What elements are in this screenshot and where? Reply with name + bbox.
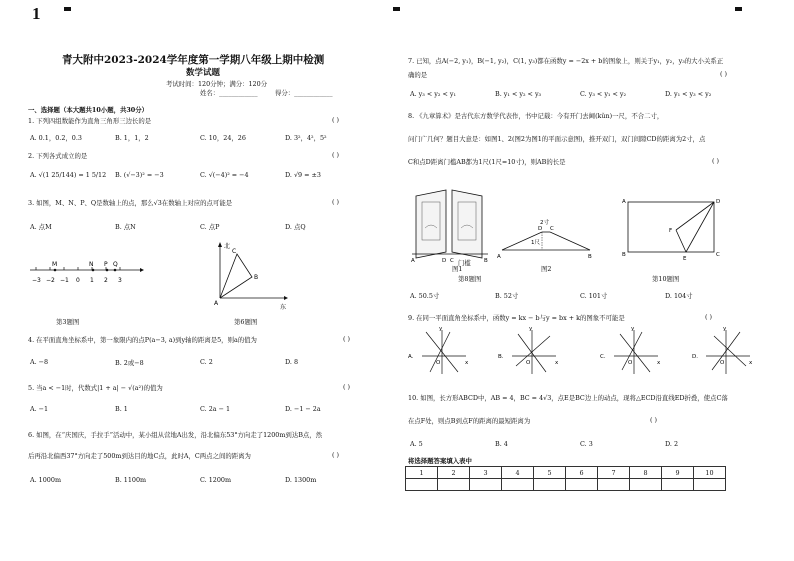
q6-option-b: B. 1100m [115, 476, 147, 484]
svg-text:C: C [450, 258, 454, 264]
q10-answer-paren: ( ) [650, 416, 658, 424]
answer-number: 7 [598, 467, 630, 479]
north-label: 北 [224, 243, 231, 250]
svg-text:F: F [669, 228, 673, 234]
name-field: 姓名：____________ [200, 89, 258, 97]
east-label: 东 [280, 304, 287, 311]
svg-text:D: D [442, 258, 447, 264]
q2-option-b: B. (√−3)² = −3 [115, 171, 164, 179]
q1-answer-paren: ( ) [332, 116, 340, 124]
answer-number: 10 [694, 467, 726, 479]
point-c-label: C [232, 248, 237, 255]
svg-text:O: O [628, 360, 633, 366]
door-figure [410, 188, 492, 268]
chi-label: 1尺 [531, 240, 540, 246]
q8-stem-line2: 问门广几何？题目大意是：如图1、2(图2为图1的平面示意图)，推开双门，双门间隙CD的距离为2寸，点 [408, 135, 706, 143]
q10-option-a: A. 5 [410, 440, 423, 448]
q3-answer-paren: ( ) [332, 198, 340, 206]
q6-option-a: A. 1000m [30, 476, 62, 484]
svg-text:C.: C. [600, 354, 606, 360]
q1-option-a: A. 0.1，0.2，0.3 [30, 134, 82, 142]
svg-text:A: A [411, 258, 415, 264]
fig6-caption: 第6题图 [234, 318, 258, 326]
q5-option-c: C. 2a − 1 [200, 405, 231, 413]
q7-stem-line2: 确的是 [408, 71, 428, 79]
answer-number-row [406, 467, 726, 479]
svg-text:y: y [723, 326, 727, 332]
q4-option-d: D. 8 [285, 358, 299, 366]
q1-stem: 1. 下列四组数能作为直角三角形三边长的是 [28, 117, 152, 125]
svg-text:x: x [555, 360, 559, 366]
q9-graph-options [406, 326, 786, 378]
answer-cell[interactable] [630, 479, 662, 491]
q7-option-b: B. y₁ < y₂ < y₃ [495, 90, 542, 98]
score-field: 得分：____________ [275, 89, 333, 97]
rectangle-figure [620, 194, 724, 266]
svg-text:B: B [588, 254, 592, 260]
svg-text:O: O [526, 360, 531, 366]
q4-option-b: B. 2或−8 [115, 359, 144, 367]
q8-stem-line3: C和点D距离门槛AB都为1尺(1尺=10寸)，则AB的长是 [408, 158, 566, 166]
svg-text:x: x [657, 360, 661, 366]
q9-stem: 9. 在同一平面直角坐标系中，函数y = kx − b与y = bx + k的图象不可能是 [408, 314, 625, 322]
q2-answer-paren: ( ) [332, 151, 340, 159]
door-schematic-figure [496, 218, 596, 260]
exam-subtitle: 数学试题 [186, 68, 221, 78]
svg-text:A.: A. [408, 354, 414, 360]
q7-option-a: A. y₃ < y₂ < y₁ [410, 90, 457, 98]
exam-info: 考试时间：120分钟；满分：120分 [166, 80, 268, 88]
answer-cell[interactable] [470, 479, 502, 491]
answer-cell[interactable] [406, 479, 438, 491]
q3-stem: 3. 如图，M、N、P、Q是数轴上的点，那么√3在数轴上对应的点可能是 [28, 199, 233, 207]
svg-text:O: O [720, 360, 725, 366]
q3-option-c: C. 点P [200, 223, 220, 231]
q5-option-a: A. −1 [30, 405, 49, 413]
q7-option-c: C. y₃ < y₁ < y₂ [580, 90, 627, 98]
fig8-image1-label: 图1 [452, 265, 463, 273]
q8-stem-line1: 8. 《九章算术》是古代东方数学代表作，书中记载：今有开门去阃(kǔn)一尺，不合二寸， [408, 112, 664, 120]
svg-text:E: E [683, 256, 687, 262]
point-b-label: B [254, 274, 259, 281]
answer-table [405, 466, 726, 491]
svg-text:B: B [622, 252, 626, 258]
q3-option-d: D. 点Q [285, 223, 306, 231]
q2-option-a: A. √(1 25/144) = 1 5/12 [30, 171, 107, 179]
section-heading: 一、选择题（本大题共10小题，共30分） [28, 106, 149, 114]
svg-text:A: A [497, 254, 501, 260]
answer-table-title: 将选择题答案填入表中 [408, 457, 472, 465]
answer-number: 3 [470, 467, 502, 479]
q7-answer-paren: ( ) [720, 70, 728, 78]
corner-mark [735, 7, 742, 11]
answer-cell[interactable] [502, 479, 534, 491]
q6-stem-line1: 6. 如图，在“庆国庆，手拉手”活动中，某小组从营地A出发，沿北偏东53°方向走了1200m到达B点，然 [28, 431, 323, 439]
q1-option-b: B. 1，1，2 [115, 134, 149, 142]
q4-answer-paren: ( ) [343, 335, 351, 343]
q1-option-c: C. 10，24，26 [200, 134, 246, 142]
svg-text:O: O [436, 360, 441, 366]
tick-label: −3 [32, 277, 41, 284]
q8-option-c: C. 101寸 [580, 292, 608, 300]
point-m-label: M [52, 261, 58, 268]
q8-option-a: A. 50.5寸 [410, 292, 440, 300]
svg-text:y: y [529, 326, 533, 332]
answer-number: 1 [406, 467, 438, 479]
answer-number: 6 [566, 467, 598, 479]
q10-stem-line2: 在点F处，则点B到点F的距离的最短距离为 [408, 417, 531, 425]
q6-option-c: C. 1200m [200, 476, 232, 484]
fig3-caption: 第3题图 [56, 318, 80, 326]
q3-option-b: B. 点N [115, 223, 136, 231]
q2-stem: 2. 下列各式成立的是 [28, 152, 88, 160]
svg-text:D: D [538, 226, 543, 232]
q4-stem: 4. 在平面直角坐标系中，第一象限内的点P(a−3, a)到y轴的距离是5，则a的值为 [28, 336, 257, 344]
answer-cell[interactable] [534, 479, 566, 491]
q8-option-b: B. 52寸 [495, 292, 519, 300]
q10-option-b: B. 4 [495, 440, 508, 448]
q2-option-c: C. √(−4)² = −4 [200, 171, 249, 179]
point-q-label: Q [113, 261, 118, 268]
q4-option-c: C. 2 [200, 358, 213, 366]
cun-label: 2寸 [540, 220, 549, 226]
q6-stem-line2: 后再沿北偏西37°方向走了500m到达目的地C点，此时A，C两点之间的距离为 [28, 452, 251, 460]
svg-text:C: C [550, 226, 554, 232]
answer-number: 4 [502, 467, 534, 479]
q10-option-d: D. 2 [665, 440, 679, 448]
q7-stem-line1: 7. 已知，点A(−2, y₁)，B(−1, y₂)，C(1, y₃)都在函数y = −2x + b的图象上，则关于y₁，y₂，y₃的大小关系正 [408, 57, 724, 65]
q10-option-c: C. 3 [580, 440, 593, 448]
q6-answer-paren: ( ) [332, 451, 340, 459]
point-p-label: P [104, 261, 108, 268]
answer-cell[interactable] [662, 479, 694, 491]
point-a-label: A [214, 300, 219, 307]
answer-cell[interactable] [598, 479, 630, 491]
svg-text:x: x [465, 360, 469, 366]
corner-mark [393, 7, 400, 11]
q5-stem: 5. 当a < −1时，代数式|1 + a| − √(a²)的值为 [28, 384, 163, 392]
q2-option-d: D. √9 = ±3 [285, 171, 321, 179]
fig8-caption: 第8题图 [458, 275, 482, 283]
q8-option-d: D. 104寸 [665, 292, 693, 300]
q9-answer-paren: ( ) [705, 313, 713, 321]
tick-label: −1 [60, 277, 69, 284]
q7-option-d: D. y₁ < y₃ < y₂ [665, 90, 712, 98]
q10-stem-line1: 10. 如图，长方形ABCD中，AB = 4，BC = 4√3，点E是BC边上的动点，现将△ECD沿直线ED折叠，使点C落 [408, 394, 728, 402]
svg-text:D: D [716, 199, 721, 205]
q5-answer-paren: ( ) [343, 383, 351, 391]
answer-cell[interactable] [438, 479, 470, 491]
svg-text:C: C [716, 252, 720, 258]
direction-figure [208, 238, 296, 312]
q8-answer-paren: ( ) [712, 157, 720, 165]
fig10-caption: 第10题图 [652, 275, 680, 283]
answer-number: 2 [438, 467, 470, 479]
svg-text:y: y [631, 326, 635, 332]
q5-option-d: D. −1 − 2a [285, 405, 321, 413]
q5-option-b: B. 1 [115, 405, 128, 413]
answer-number: 8 [630, 467, 662, 479]
svg-text:x: x [749, 360, 753, 366]
q4-option-a: A. −8 [30, 358, 49, 366]
svg-text:B: B [484, 258, 488, 264]
page-number: 1 [32, 4, 41, 23]
tick-label: −2 [46, 277, 55, 284]
tick-label: 0 [76, 277, 80, 284]
threshold-label: 门槛 [458, 259, 471, 267]
tick-label: 3 [118, 277, 122, 284]
answer-cell[interactable] [566, 479, 598, 491]
number-line-figure [26, 258, 146, 288]
fig8-image2-label: 图2 [541, 265, 552, 273]
svg-text:B.: B. [498, 354, 504, 360]
answer-number: 9 [662, 467, 694, 479]
corner-mark [64, 7, 71, 11]
svg-text:y: y [439, 326, 443, 332]
svg-text:D.: D. [692, 354, 698, 360]
q1-option-d: D. 3²，4²，5² [285, 134, 327, 142]
tick-label: 2 [104, 277, 108, 284]
answer-number: 5 [534, 467, 566, 479]
answer-blank-row [406, 479, 726, 491]
point-n-label: N [89, 261, 94, 268]
q3-option-a: A. 点M [30, 223, 52, 231]
tick-label: 1 [90, 277, 94, 284]
q6-option-d: D. 1300m [285, 476, 317, 484]
exam-title: 青大附中2023-2024学年度第一学期八年级上期中检测 [62, 54, 325, 66]
svg-text:A: A [622, 199, 626, 205]
answer-cell[interactable] [694, 479, 726, 491]
